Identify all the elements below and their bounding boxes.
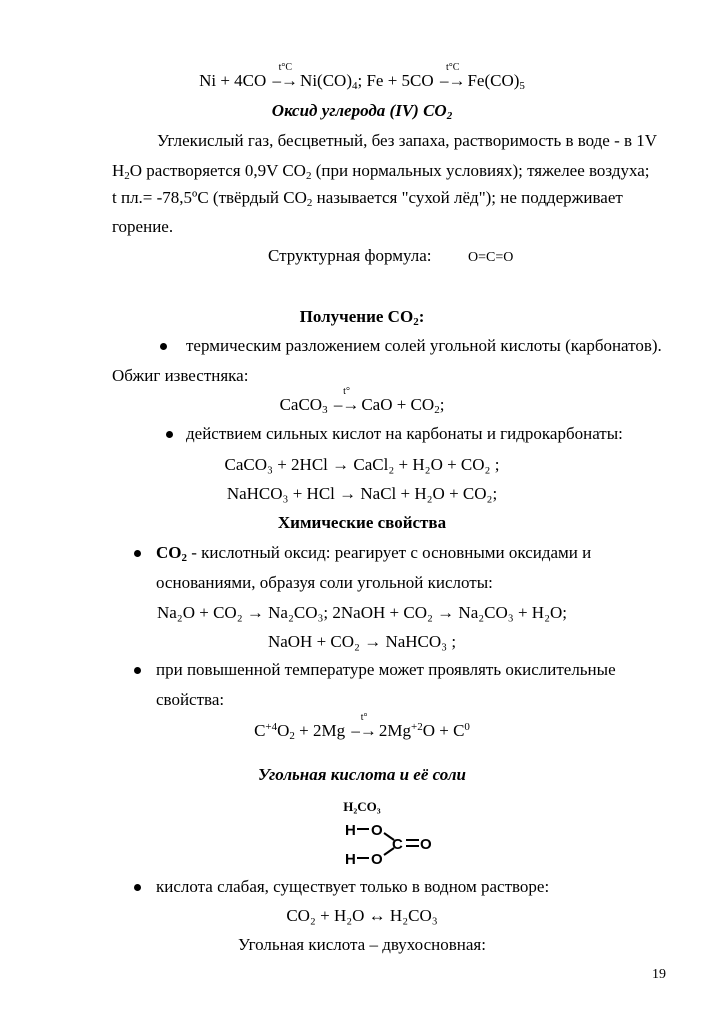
page-number: 19: [652, 967, 666, 982]
section-title-chemical-properties: Химические свойства: [277, 513, 447, 532]
para-co2-line2: $H_2O$ растворяется 0,9V $CO_2$ (при нормальных условиях); тяжелее воздуха;: [112, 161, 650, 182]
equation-nahco3-hcl: NaHCO₃ + HCl → NaCl + H₂O + CO₂;: [226, 484, 498, 503]
struct-o1: O: [371, 822, 383, 839]
equation-nickel-iron-carbonyl: Ni + 4CO t°C –→ $Ni(CO)_4$; Fe + 5CO t°C –→ $Fe(CO)_5$: [199, 62, 525, 92]
carbonic-acid-structure: [340, 815, 440, 871]
obtain-bullet-1: термическим разложением солей угольной кислоты (карбонатов).: [186, 336, 662, 355]
bullet-icon: [134, 667, 141, 674]
struct-h1: H: [345, 822, 356, 839]
bullet-icon: [160, 343, 167, 350]
struct-h2: H: [345, 851, 356, 868]
equation-na2o-naoh: Na₂O + CO₂ → Na₂CO₃; 2NaOH + CO₂ → Na₂CO₃ + H₂O;: [156, 603, 567, 622]
acid-dibasic-text: Угольная кислота – двухосновная:: [238, 935, 486, 954]
section-title-carbonic-acid: Угольная кислота и её соли: [257, 765, 466, 784]
structural-formula: O=C=O: [468, 250, 514, 265]
carbonic-acid-formula: H₂CO₃: [343, 799, 381, 814]
section-title-obtain: Получение $CO_2$:: [299, 307, 425, 328]
obtain-bullet-2: действием сильных кислот на карбонаты и гидрокарбонаты:: [186, 424, 623, 443]
bullet-icon: [134, 550, 141, 557]
para-co2-line4: горение.: [112, 217, 174, 236]
chem-bullet-1: $CO_2$ - кислотный оксид: реагирует с основными оксидами и: [156, 543, 592, 564]
para-co2-line3: t пл.= -78,5ºС (твёрдый $CO_2$ называется "сухой лёд"); не поддерживает: [112, 188, 623, 209]
equation-caco3-hcl: CaCO₃ + 2HCl → CaCl₂ + H₂O + CO₂ ;: [224, 455, 500, 474]
acid-bullet-1: кислота слабая, существует только в водном растворе:: [156, 877, 550, 896]
obtain-bullet-1-cont: Обжиг известняка:: [112, 366, 249, 385]
struct-o2: O: [371, 851, 383, 868]
equation-c-mg: $C^{+4}O_2 + 2Mg$ t° –→ $2Mg^{+2}O + C^0$: [254, 712, 470, 742]
structural-formula-label: Структурная формула:: [268, 246, 432, 265]
equation-calcination: CaCO$_3$ t° –→ CaO + $CO_2$;: [279, 386, 445, 416]
section-title-co2: Оксид углерода (IV) $CO_2$: [271, 101, 453, 122]
equation-naoh-co2: NaOH + CO₂ → NaHCO₃ ;: [267, 632, 457, 651]
struct-o3: O: [420, 836, 432, 853]
bullet-icon: [134, 884, 141, 891]
chem-bullet-1-cont: основаниями, образуя соли угольной кислоты:: [156, 573, 493, 592]
equation-carbonic-equilibrium: CO₂ + H₂O ↔ H₂CO₃: [286, 906, 438, 925]
chem-bullet-2: при повышенной температуре может проявлять окислительные: [156, 660, 616, 679]
bullet-icon: [166, 431, 173, 438]
struct-c: C: [392, 836, 403, 853]
chem-bullet-2-cont: свойства:: [156, 690, 225, 709]
para-co2-line1: Углекислый газ, бесцветный, без запаха, растворимость в воде - в 1V: [157, 131, 658, 150]
